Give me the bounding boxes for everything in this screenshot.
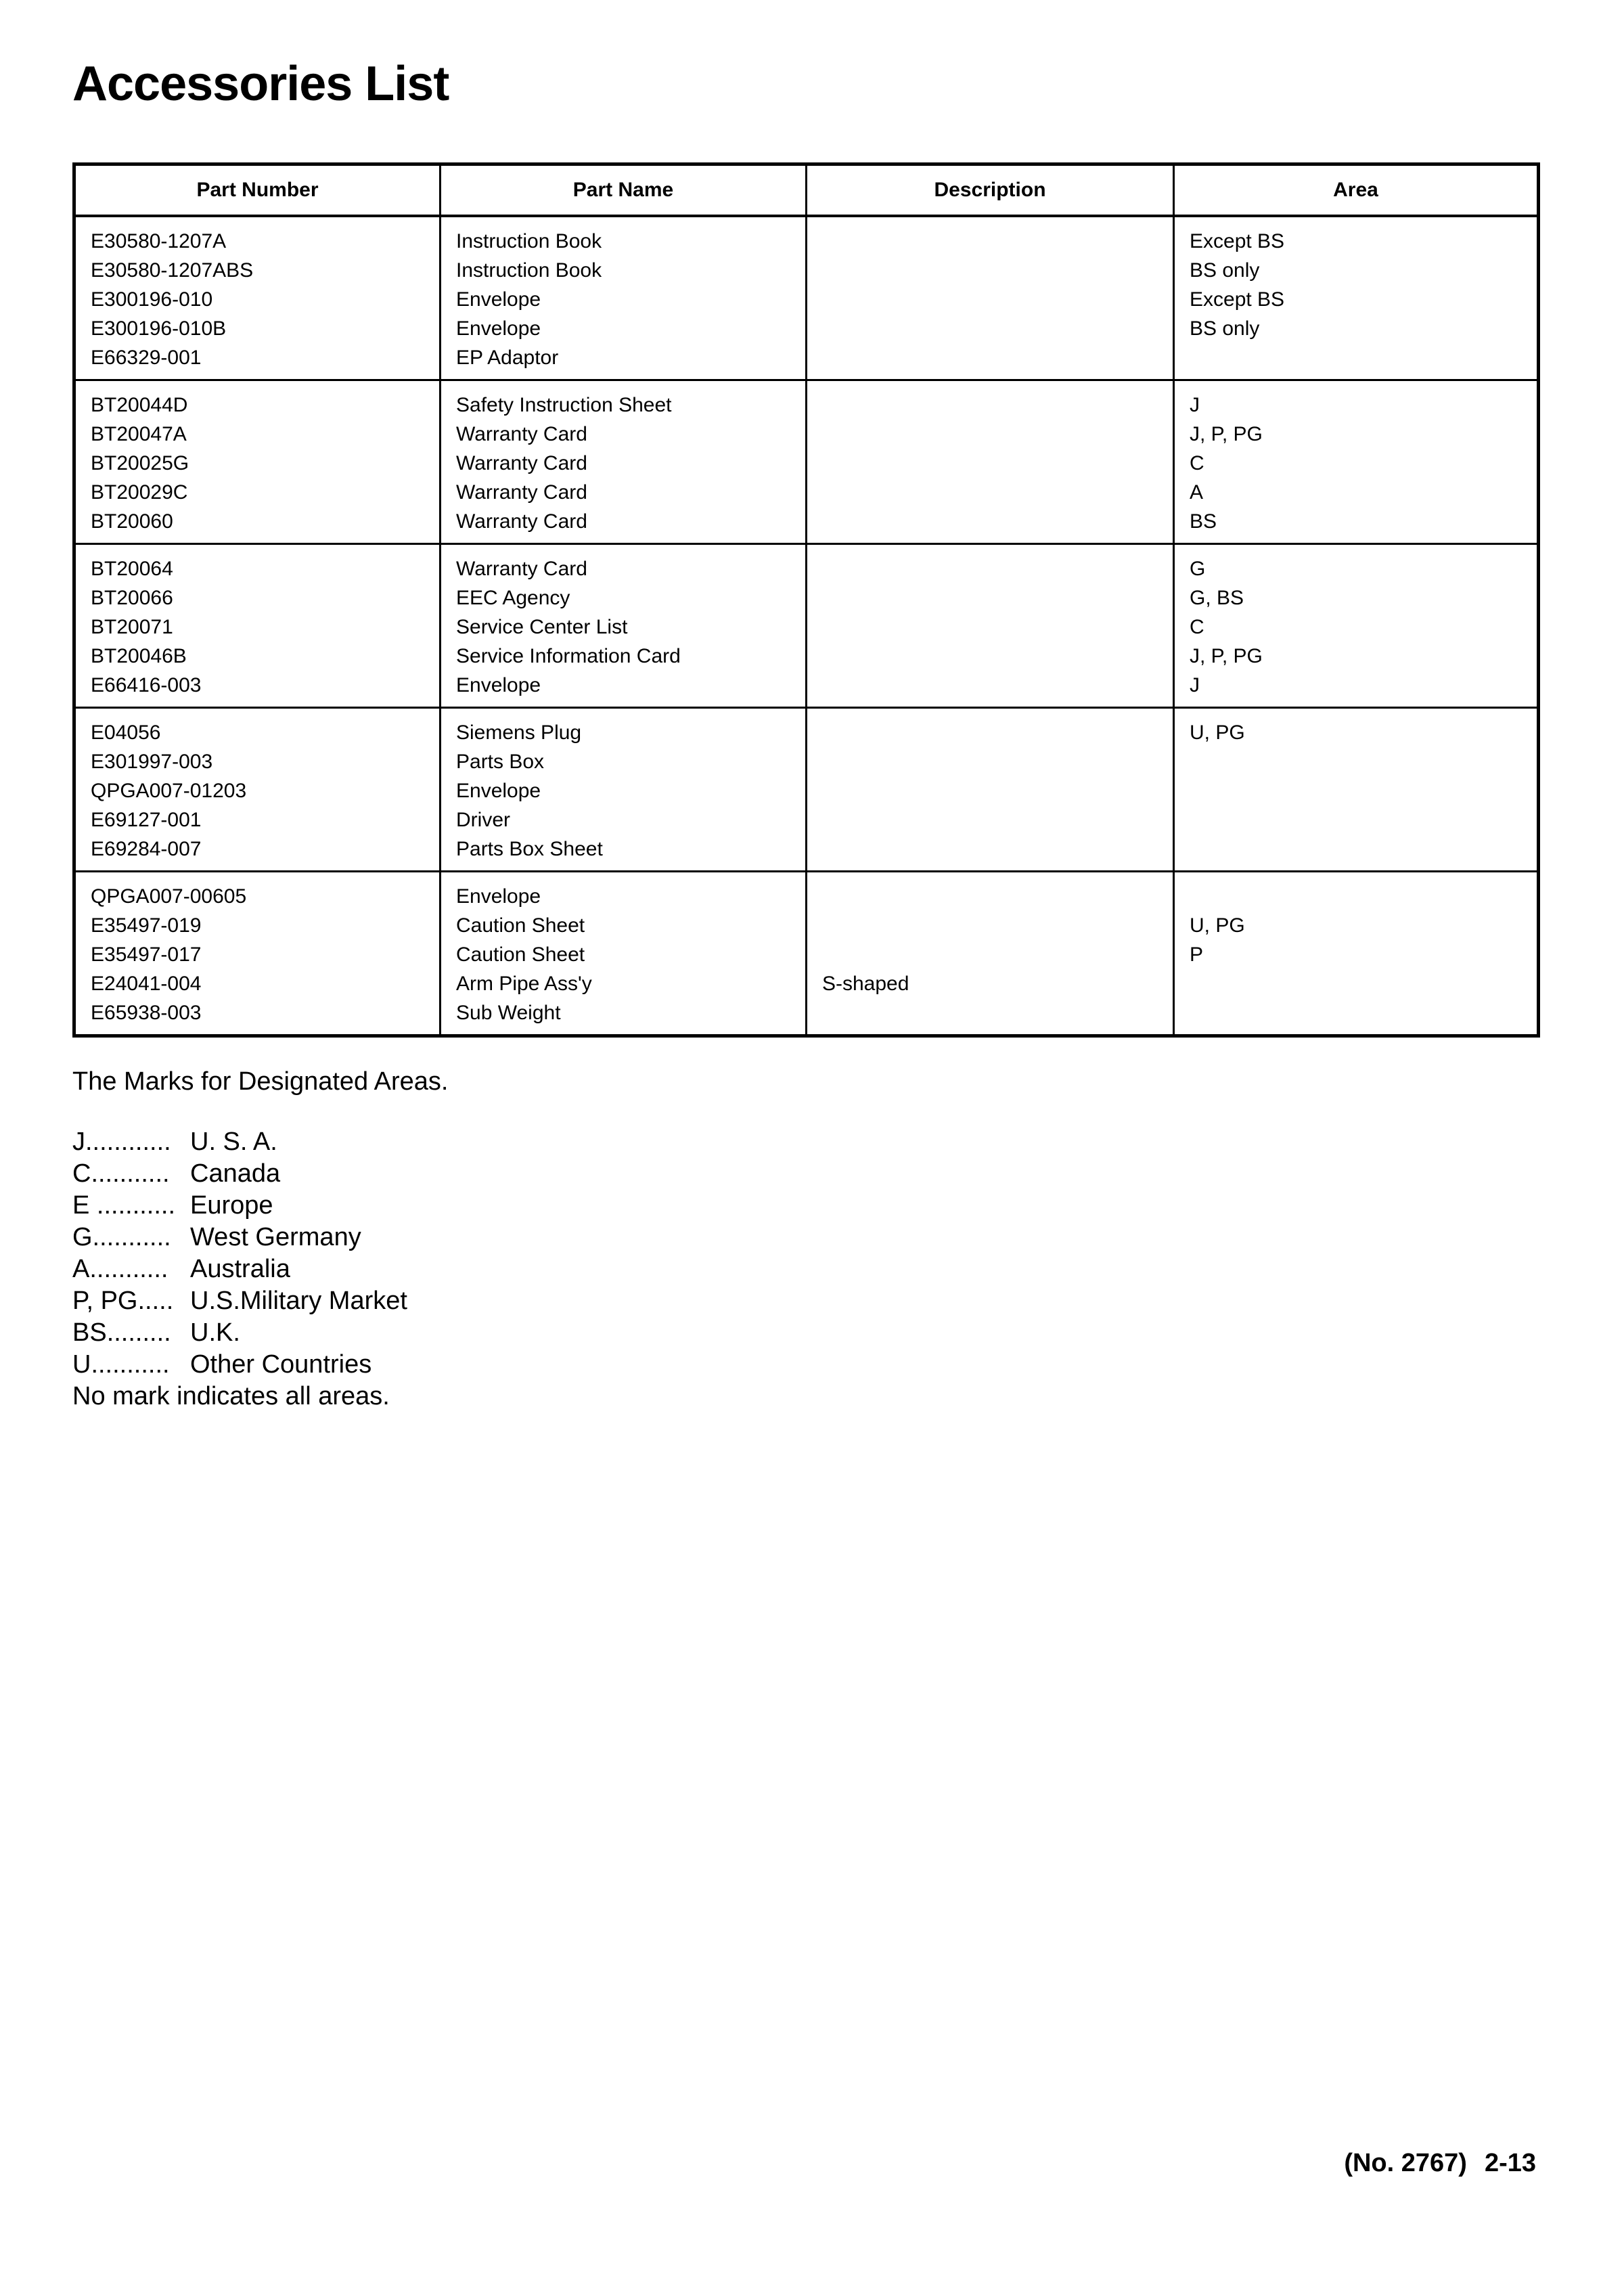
- mark-country: Europe: [190, 1191, 273, 1220]
- part-number-cell: [74, 380, 441, 544]
- part-name: Warranty Card: [456, 558, 587, 580]
- page-title: Accessories List: [72, 57, 449, 111]
- part-number: QPGA007-01203: [91, 780, 247, 802]
- part-name: Warranty Card: [456, 452, 587, 474]
- part-number-cell: [74, 544, 441, 708]
- area: Except BS: [1190, 230, 1285, 252]
- description: [822, 285, 1173, 314]
- part-number: BT20060: [91, 510, 173, 533]
- part-number: E69127-001: [91, 809, 202, 831]
- mark-country: Australia: [190, 1255, 290, 1283]
- part-name: Driver: [456, 809, 510, 831]
- part-number: E04056: [91, 721, 161, 744]
- area: [1190, 882, 1537, 911]
- description: [822, 420, 1173, 449]
- part-name: Envelope: [456, 885, 541, 908]
- description: [822, 940, 1173, 969]
- description: [822, 805, 1173, 834]
- table-row: [74, 544, 1539, 708]
- part-number-cell: [74, 872, 441, 1036]
- part-name: Envelope: [456, 288, 541, 311]
- area: [1190, 747, 1537, 776]
- mark-code: G...........: [72, 1223, 171, 1251]
- part-number: E69284-007: [91, 838, 202, 860]
- part-name: Parts Box Sheet: [456, 838, 603, 860]
- description-cell: [807, 216, 1174, 380]
- area: [1190, 343, 1537, 372]
- description: [822, 583, 1173, 613]
- description: [822, 554, 1173, 583]
- table-row: [74, 380, 1539, 544]
- table-header: [74, 164, 1539, 217]
- area: BS: [1190, 510, 1217, 533]
- column-header-part-name: Part Name: [441, 164, 807, 217]
- part-number: E30580-1207ABS: [91, 259, 254, 282]
- area-cell: [1174, 544, 1539, 708]
- mark-country: U. S. A.: [190, 1128, 277, 1156]
- area: [1190, 805, 1537, 834]
- area-cell: [1174, 872, 1539, 1036]
- part-name: Instruction Book: [456, 230, 602, 252]
- marks-heading: The Marks for Designated Areas.: [72, 1067, 449, 1096]
- part-number: BT20066: [91, 587, 173, 609]
- description: [822, 507, 1173, 536]
- part-name: Arm Pipe Ass'y: [456, 973, 592, 995]
- table-row: [74, 708, 1539, 872]
- part-name: Envelope: [456, 317, 541, 340]
- part-name: EP Adaptor: [456, 347, 559, 369]
- mark-item: [72, 1317, 448, 1349]
- description: [822, 227, 1173, 256]
- part-name: Warranty Card: [456, 510, 587, 533]
- description: [822, 343, 1173, 372]
- mark-code: C...........: [72, 1159, 170, 1188]
- description: [822, 671, 1173, 700]
- area: A: [1190, 481, 1204, 504]
- part-number: E35497-017: [91, 943, 202, 966]
- area-cell: [1174, 380, 1539, 544]
- area: BS only: [1190, 317, 1260, 340]
- mark-country: U.K.: [190, 1318, 240, 1347]
- area: [1190, 998, 1537, 1027]
- area: U, PG: [1190, 914, 1245, 937]
- mark-code: BS.........: [72, 1318, 171, 1347]
- part-number: BT20047A: [91, 423, 187, 445]
- mark-code: P, PG.....: [72, 1287, 174, 1315]
- part-name: Caution Sheet: [456, 914, 585, 937]
- marks-list: [72, 1126, 448, 1381]
- mark-country: Other Countries: [190, 1350, 372, 1379]
- description: [822, 256, 1173, 285]
- part-name: EEC Agency: [456, 587, 570, 609]
- part-number-cell: [74, 216, 441, 380]
- area: BS only: [1190, 259, 1260, 282]
- part-name: Envelope: [456, 674, 541, 696]
- mark-code: A...........: [72, 1255, 168, 1283]
- area: [1190, 969, 1537, 998]
- part-name: Siemens Plug: [456, 721, 582, 744]
- part-number: BT20029C: [91, 481, 188, 504]
- part-number: QPGA007-00605: [91, 885, 247, 908]
- part-name: Envelope: [456, 780, 541, 802]
- mark-code: E ...........: [72, 1191, 176, 1220]
- mark-country: U.S.Military Market: [190, 1287, 407, 1315]
- mark-item: [72, 1349, 448, 1381]
- accessories-table: [72, 162, 1540, 1038]
- description: [822, 314, 1173, 343]
- description: [822, 911, 1173, 940]
- area: G: [1190, 558, 1206, 580]
- part-name-cell: [441, 380, 807, 544]
- area: J: [1190, 674, 1200, 696]
- description: [822, 882, 1173, 911]
- part-name-cell: [441, 872, 807, 1036]
- mark-item: [72, 1126, 448, 1158]
- part-name: Sub Weight: [456, 1002, 561, 1024]
- part-number: E66329-001: [91, 347, 202, 369]
- description: [822, 776, 1173, 805]
- area: G, BS: [1190, 587, 1244, 609]
- mark-item: [72, 1190, 448, 1222]
- description-cell: [807, 380, 1174, 544]
- area: P: [1190, 943, 1204, 966]
- area: Except BS: [1190, 288, 1285, 311]
- description: [822, 449, 1173, 478]
- mark-item: [72, 1253, 448, 1285]
- part-number: E300196-010B: [91, 317, 227, 340]
- part-number: E300196-010: [91, 288, 213, 311]
- part-name: Caution Sheet: [456, 943, 585, 966]
- description-cell: [807, 872, 1174, 1036]
- table-row: [74, 216, 1539, 380]
- part-number: E24041-004: [91, 973, 202, 995]
- part-number: BT20071: [91, 616, 173, 638]
- description: [822, 998, 1173, 1027]
- part-number: BT20025G: [91, 452, 189, 474]
- page-footer: [1344, 2149, 1536, 2178]
- area: C: [1190, 452, 1204, 474]
- column-header-area: Area: [1174, 164, 1539, 217]
- area: [1190, 834, 1537, 864]
- area: C: [1190, 616, 1204, 638]
- document-number: (No. 2767): [1344, 2149, 1467, 2177]
- part-name: Warranty Card: [456, 423, 587, 445]
- mark-item: [72, 1158, 448, 1190]
- description: [822, 747, 1173, 776]
- mark-country: Canada: [190, 1159, 281, 1188]
- area: J, P, PG: [1190, 645, 1263, 667]
- part-name: Service Center List: [456, 616, 628, 638]
- part-number: E30580-1207A: [91, 230, 227, 252]
- part-name: Safety Instruction Sheet: [456, 394, 672, 416]
- part-number: BT20044D: [91, 394, 188, 416]
- part-name: Instruction Book: [456, 259, 602, 282]
- part-number: E65938-003: [91, 1002, 202, 1024]
- area-marks-legend: [72, 1066, 448, 1412]
- area: J, P, PG: [1190, 423, 1263, 445]
- part-name: Parts Box: [456, 751, 545, 773]
- part-name: Warranty Card: [456, 481, 587, 504]
- description: [822, 718, 1173, 747]
- area: U, PG: [1190, 721, 1245, 744]
- table-body: [74, 216, 1539, 1036]
- part-name-cell: [441, 708, 807, 872]
- mark-country: West Germany: [190, 1223, 361, 1251]
- part-number: E35497-019: [91, 914, 202, 937]
- area-cell: [1174, 708, 1539, 872]
- description: [822, 642, 1173, 671]
- part-number: BT20046B: [91, 645, 187, 667]
- mark-item: [72, 1285, 448, 1317]
- description-cell: [807, 708, 1174, 872]
- description: [822, 391, 1173, 420]
- mark-item: [72, 1222, 448, 1253]
- column-header-description: Description: [807, 164, 1174, 217]
- mark-code: J............: [72, 1128, 171, 1156]
- part-name-cell: [441, 216, 807, 380]
- part-name-cell: [441, 544, 807, 708]
- marks-note: No mark indicates all areas.: [72, 1382, 390, 1410]
- mark-code: U...........: [72, 1350, 170, 1379]
- area-cell: [1174, 216, 1539, 380]
- area: [1190, 776, 1537, 805]
- table-row: [74, 872, 1539, 1036]
- description: [822, 478, 1173, 507]
- description: [822, 834, 1173, 864]
- description-cell: [807, 544, 1174, 708]
- part-number: BT20064: [91, 558, 173, 580]
- part-number: E66416-003: [91, 674, 202, 696]
- column-header-part-number: Part Number: [74, 164, 441, 217]
- description: S-shaped: [822, 973, 909, 995]
- part-name: Service Information Card: [456, 645, 681, 667]
- part-number-cell: [74, 708, 441, 872]
- page-number: 2-13: [1484, 2149, 1536, 2177]
- description: [822, 613, 1173, 642]
- area: J: [1190, 394, 1200, 416]
- part-number: E301997-003: [91, 751, 213, 773]
